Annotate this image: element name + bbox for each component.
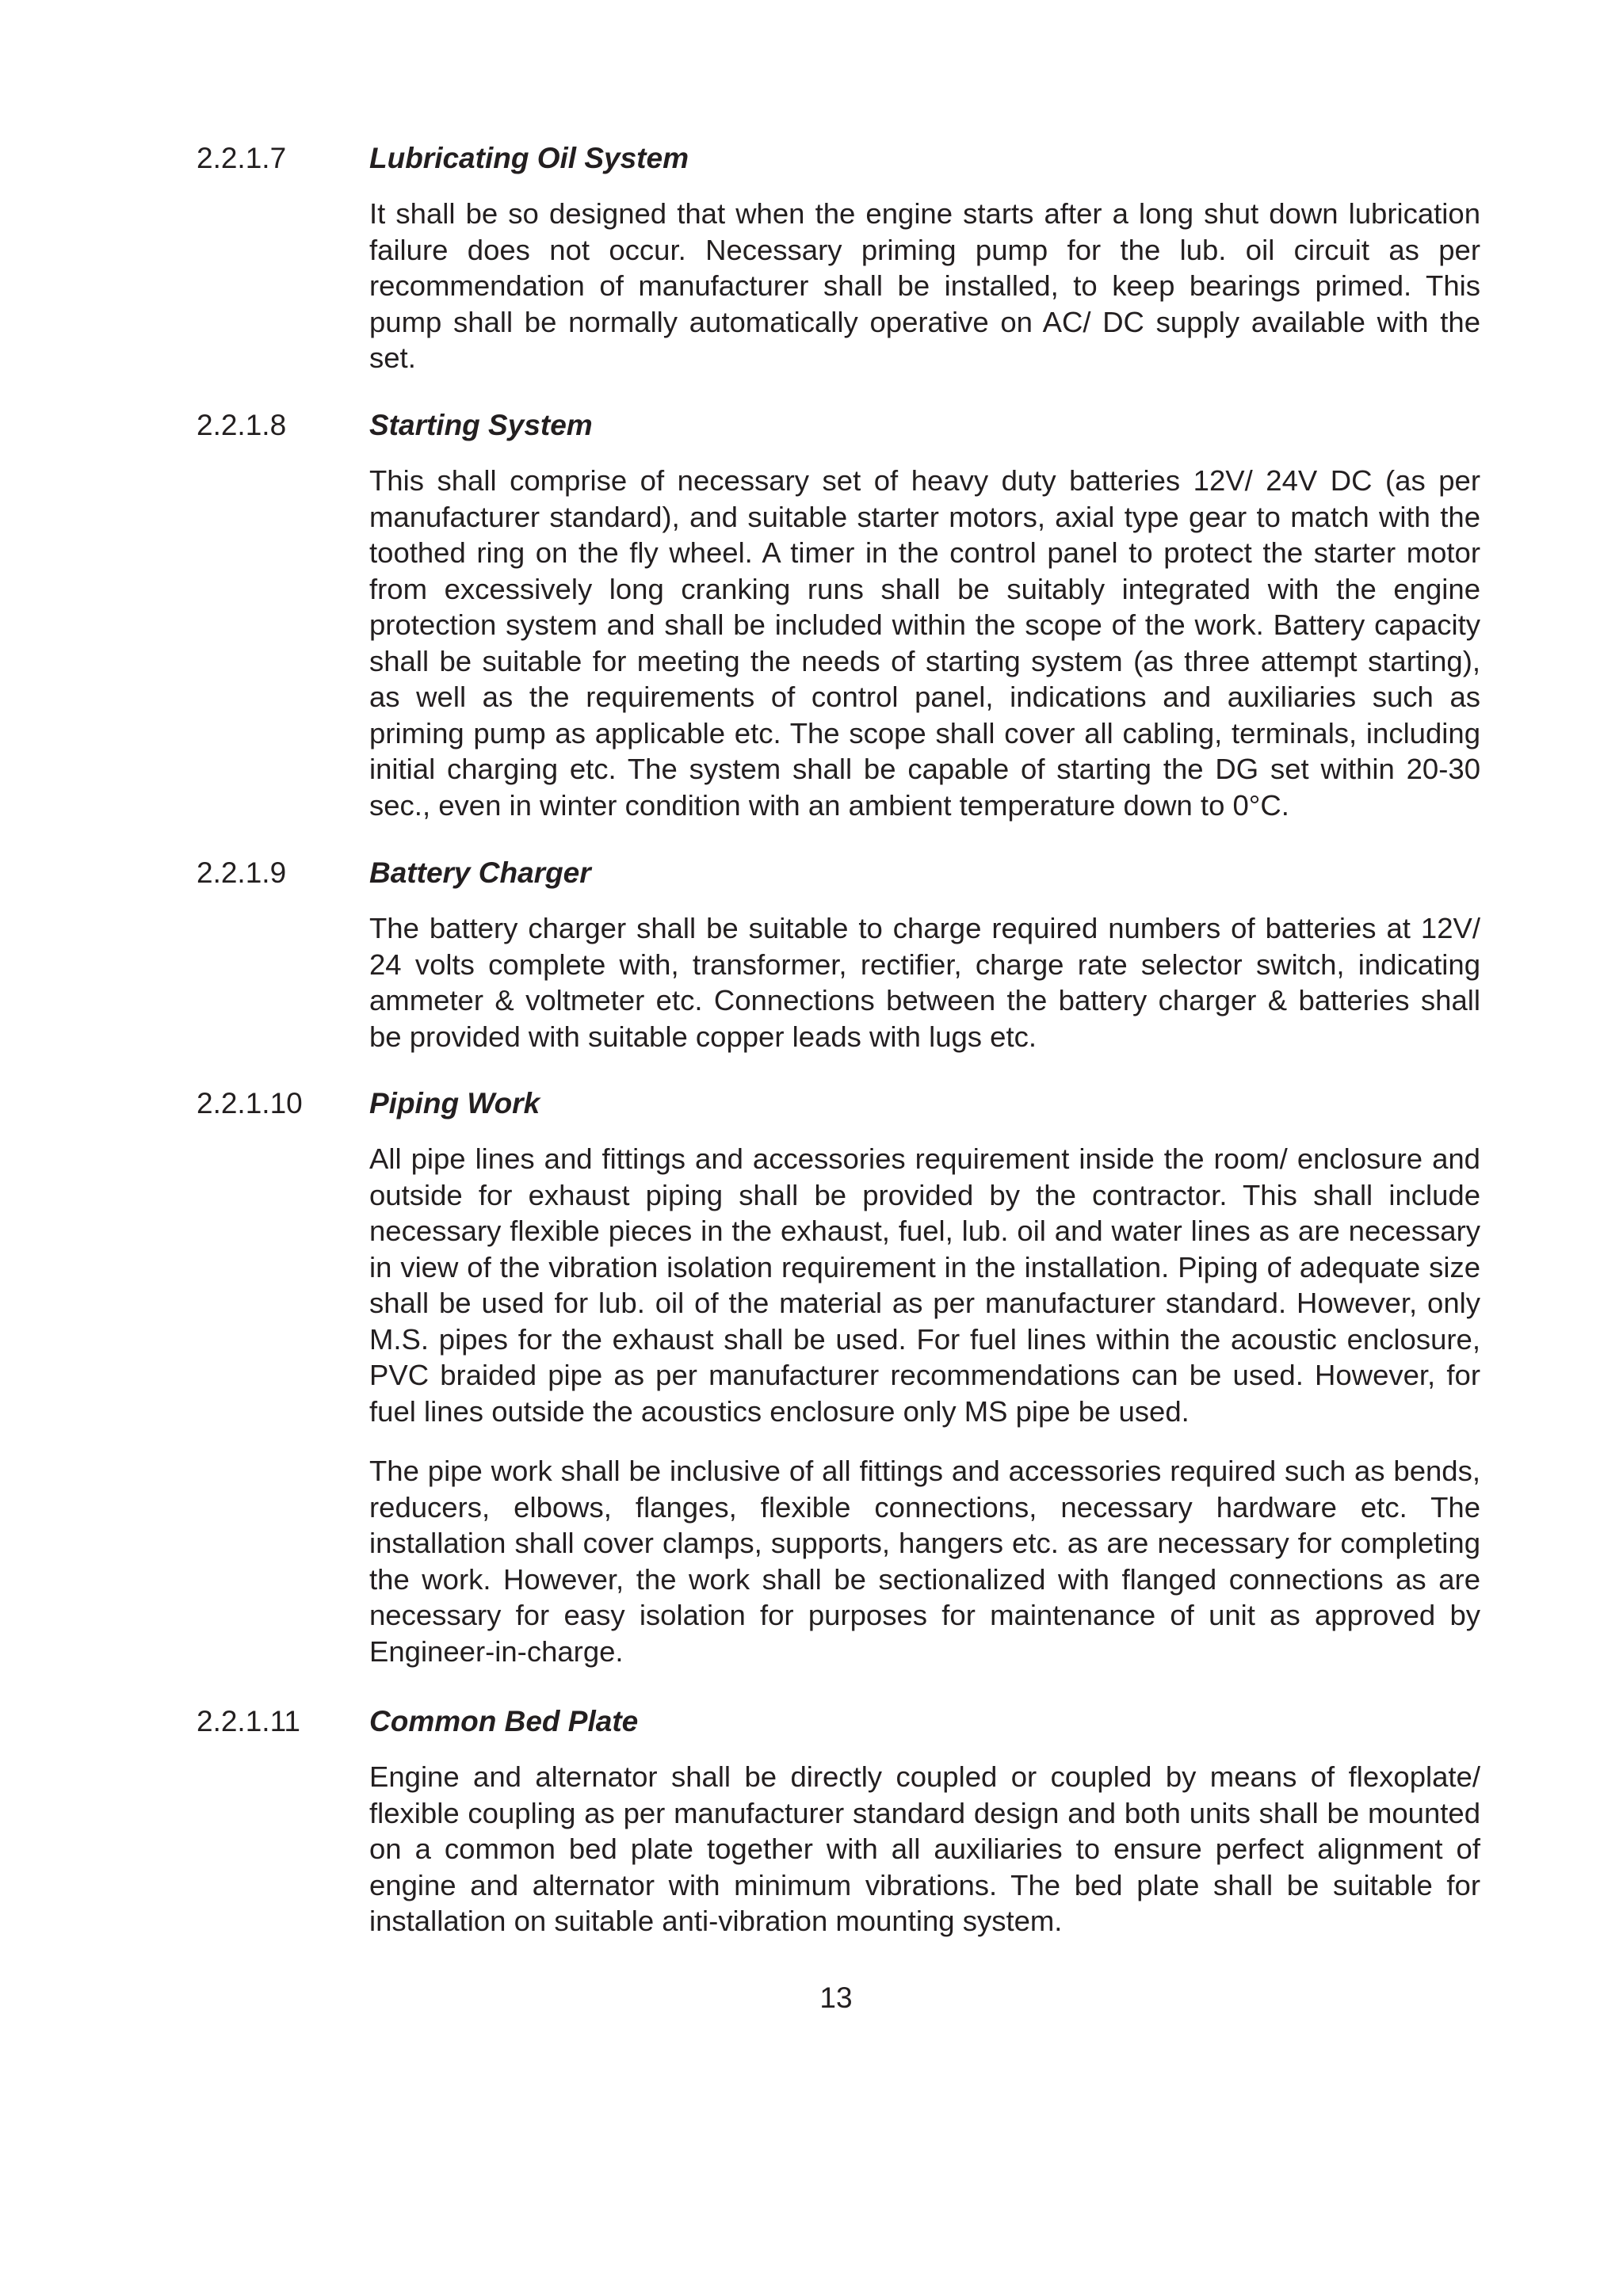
section-heading xyxy=(197,1702,1480,1741)
section-lubricating-oil-system xyxy=(197,139,1480,376)
section-piping-work xyxy=(197,1084,1480,1669)
section-paragraph: The pipe work shall be inclusive of all fittings and accessories required such as bends, reducers, elbows, flanges, flexible connections, necessary hardware etc. The installation shall cover clamps, supports, hangers etc. as are necessary for completing the work. However, the work shall be sectionalized with flanged connections as are necessary for easy isolation for purposes for maintenance of unit as approved by Engineer-in-charge. xyxy=(369,1455,1480,1668)
page-number: 13 xyxy=(819,1981,853,2014)
section-number: 2.2.1.7 xyxy=(197,142,287,174)
section-number: 2.2.1.8 xyxy=(197,409,287,441)
section-title: Lubricating Oil System xyxy=(369,142,689,174)
section-number: 2.2.1.10 xyxy=(197,1087,303,1119)
section-paragraph: Engine and alternator shall be directly coupled or coupled by means of flexoplate/ flexible coupling as per manufacturer standard design and both units shall be mounted on a common bed plate together with all auxiliaries to ensure perfect alignment of engine and alternator with minimum vibrations. The bed plate shall be suitable for installation on suitable anti-vibration mounting system. xyxy=(369,1760,1480,1937)
section-paragraph: It shall be so designed that when the engine starts after a long shut down lubrication failure does not occur. Necessary priming pump for the lub. oil circuit as per recommendation of manufacturer shall be installed, to keep bearings primed. This pump shall be normally automatically operative on AC/ DC supply available with the set. xyxy=(369,197,1480,374)
section-number: 2.2.1.11 xyxy=(197,1705,300,1737)
section-paragraph: This shall comprise of necessary set of heavy duty batteries 12V/ 24V DC (as per manufacturer standard), and suitable starter motors, axial type gear to match with the toothed ring on the fly wheel. A timer in the control panel to protect the starter motor from excessively long cranking runs shall be suitably integrated with the engine protection system and shall be included within the scope of the work. Battery capacity shall be suitable for meeting the needs of starting system (as three attempt starting), as well as the requirements of control panel, indications and auxiliaries such as priming pump as applicable etc. The scope shall cover all cabling, terminals, including initial charging etc. The system shall be capable of starting the DG set within 20-30 sec., even in winter condition with an ambient temperature down to 0°C. xyxy=(369,464,1480,822)
section-number: 2.2.1.9 xyxy=(197,856,287,889)
section-common-bed-plate xyxy=(197,1702,1480,1939)
section-paragraph: All pipe lines and fittings and accessories requirement inside the room/ enclosure and outside for exhaust piping shall be provided by the contractor. This shall include necessary flexible pieces in the exhaust, fuel, lub. oil and water lines as are necessary in view of the vibration isolation requirement in the installation. Piping of adequate size shall be used for lub. oil of the material as per manufacturer standard. However, only M.S. pipes for the exhaust shall be used. For fuel lines within the acoustic enclosure, PVC braided pipe as per manufacturer recommendations can be used. However, for fuel lines outside the acoustics enclosure only MS pipe be used. xyxy=(369,1142,1480,1428)
section-starting-system xyxy=(197,406,1480,823)
section-battery-charger xyxy=(197,853,1480,1055)
section-title: Starting System xyxy=(369,409,593,441)
section-heading xyxy=(197,139,1480,178)
section-heading xyxy=(197,853,1480,893)
section-title: Piping Work xyxy=(369,1087,540,1119)
section-title: Common Bed Plate xyxy=(369,1705,639,1737)
section-paragraph: The battery charger shall be suitable to charge required numbers of batteries at 12V/ 24 volts complete with, transformer, rectifier, charge rate selector switch, indicating ammeter & voltmeter etc. Connections between the battery charger & batteries shall be provided with suitable copper leads with lugs etc. xyxy=(369,912,1480,1053)
section-heading xyxy=(197,406,1480,445)
section-heading xyxy=(197,1084,1480,1123)
section-title: Battery Charger xyxy=(369,856,591,889)
